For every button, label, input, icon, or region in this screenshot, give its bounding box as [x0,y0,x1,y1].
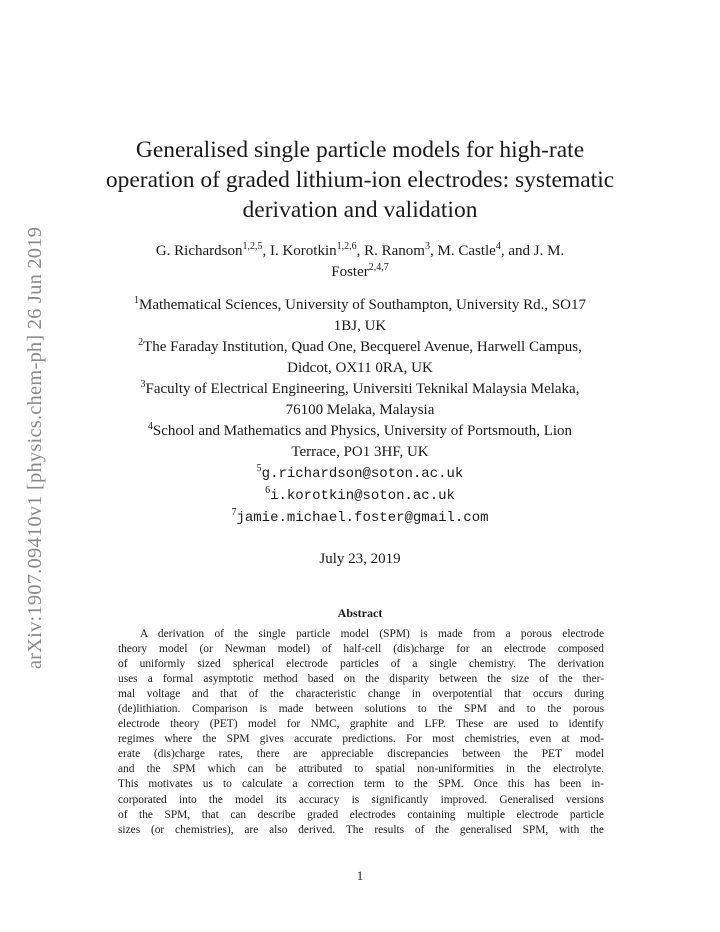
affiliation-marker: 1 [133,295,139,306]
affiliation-line: 1BJ, UK [333,318,387,334]
email-line [80,507,640,529]
abstract-line: A derivation of the single particle model (SPM) is made from a porous electrode [140,628,604,640]
email-address[interactable]: jamie.michael.foster@gmail.com [236,510,489,526]
email-marker: 5 [256,463,262,474]
author-affiliation-marker: 2,4,7 [368,262,389,273]
affiliation-line: 76100 Melaka, Malaysia [285,402,435,418]
author-name: Foster [331,264,369,280]
author-list [90,241,630,283]
abstract-line: regimes where the SPM gives accurate predictions. For most chemistries, even at mod- [118,733,604,746]
affiliation-line [80,421,640,442]
affiliation-text: Mathematical Sciences, University of Southampton, University Rd., SO17 [138,297,587,313]
arxiv-identifier-stamp: arXiv:1907.09410v1 [physics.chem-ph] 26 Jun 2019 [23,226,46,670]
abstract-line: theory model (or Newman model) of half-cell (dis)charge for an electrode composed [118,643,604,656]
author-affiliation-marker: 1,2,6 [336,241,357,252]
affiliation-marker: 3 [140,379,146,390]
author-line [90,241,630,262]
affiliation-line: Didcot, OX11 0RA, UK [287,360,433,376]
abstract-heading: Abstract [337,606,383,620]
email-address[interactable]: i.korotkin@soton.ac.uk [270,488,455,504]
author-affiliation-marker: 1,2,5 [242,241,263,252]
abstract-line: mal voltage and that of the characteristic change in overpotential that occurs during [118,688,604,701]
abstract-line: of uniformly sized spherical electrode particles of a single chemistry. The derivation [118,658,604,671]
affiliation-marker: 4 [147,421,153,432]
publication-date: July 23, 2019 [319,551,401,567]
title-line: derivation and validation [242,197,478,223]
author-name: , M. Castle [429,243,496,259]
affiliation-text: Faculty of Electrical Engineering, Universiti Teknikal Malaysia Melaka, [145,381,580,397]
affiliation-line [80,295,640,316]
affiliation-text: School and Mathematics and Physics, University of Portsmouth, Lion [152,423,573,439]
email-marker: 6 [265,485,271,496]
author-name: , R. Ranom [356,243,425,259]
abstract-line: sizes (or chemistries), are also derived. The results of the generalised SPM, with the [118,823,604,836]
abstract-line: uses a formal asymptotic method based on the disparity between the size of the ther- [118,673,604,686]
affiliation-list [80,295,640,529]
abstract-body [118,627,604,838]
affiliation-line [80,337,640,358]
paper-title [80,135,640,225]
title-line: Generalised single particle models for high-rate [135,137,585,163]
abstract-line: electrode theory (PET) model for NMC, graphite and LFP. These are used to identify [118,718,604,731]
abstract-line: This motivates us to calculate a correction term to the SPM. Once this has been in- [118,778,604,791]
email-line [80,485,640,507]
author-affiliation-marker: 4 [495,241,501,252]
abstract-line: and the SPM which can be attributed to spatial non-uniformities in the electrolyte. [118,763,604,776]
affiliation-line [80,379,640,400]
abstract-line: erate (dis)charge rates, there are appreciable discrepancies between the PET model [118,748,604,761]
affiliation-marker: 2 [138,337,144,348]
author-line [90,262,630,283]
author-name: , and J. M. [500,243,565,259]
email-line [80,463,640,485]
page-number: 1 [356,869,364,883]
abstract-line: corporated into the model its accuracy is significantly improved. Generalised versions [118,793,604,806]
author-name: , I. Korotkin [262,243,337,259]
affiliation-text: The Faraday Institution, Quad One, Becquerel Avenue, Harwell Campus, [143,339,582,355]
affiliation-line: Terrace, PO1 3HF, UK [291,444,429,460]
abstract-line: (de)lithiation. Comparison is made between solutions to the SPM and to the porous [118,703,604,716]
email-marker: 7 [231,507,237,518]
author-affiliation-marker: 3 [424,241,430,252]
abstract-line: of the SPM, that can describe graded electrodes containing multiple electrode particle [118,808,604,821]
title-line: operation of graded lithium-ion electrodes: systematic [105,167,615,193]
email-address[interactable]: g.richardson@soton.ac.uk [261,466,464,482]
author-name: G. Richardson [155,243,243,259]
